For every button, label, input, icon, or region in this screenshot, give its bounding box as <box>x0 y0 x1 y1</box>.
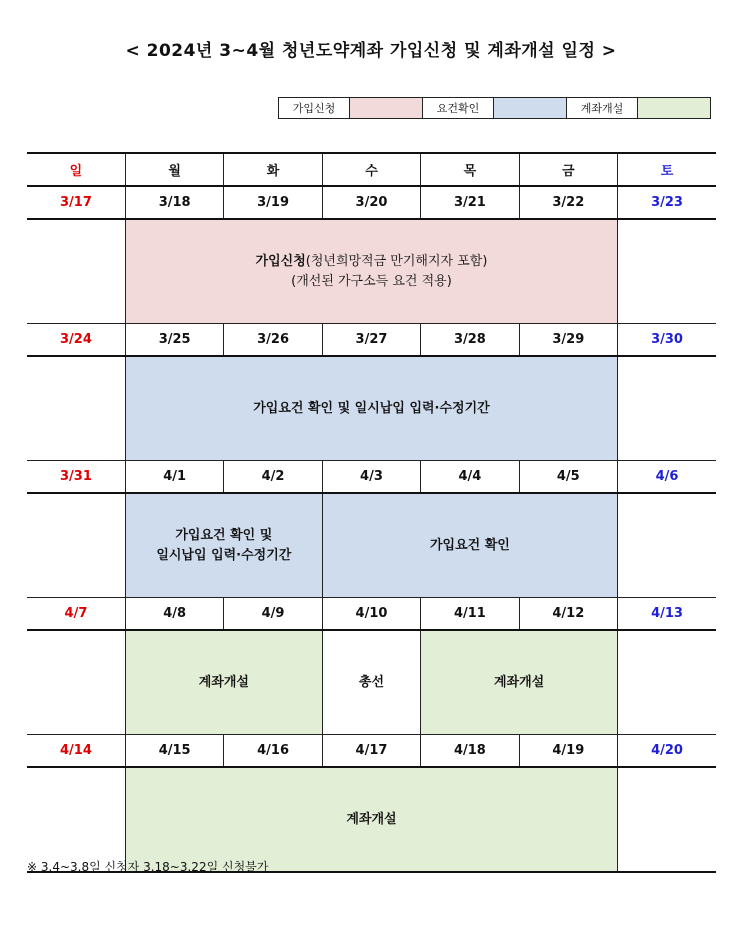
empty-cell <box>618 219 716 324</box>
date-cell: 3/23 <box>618 186 716 219</box>
date-cell: 3/18 <box>125 186 223 219</box>
event-line: 가입요건 확인 및 <box>175 527 273 543</box>
weekday-wed: 수 <box>322 153 420 186</box>
event-row <box>27 767 716 872</box>
event-apply-note: (개선된 가구소득 요건 적용) <box>291 273 452 289</box>
date-cell: 3/22 <box>519 186 617 219</box>
date-cell: 3/25 <box>125 324 223 357</box>
empty-cell <box>618 767 716 872</box>
date-cell: 3/30 <box>618 324 716 357</box>
date-cell: 3/19 <box>224 186 322 219</box>
event-open: 계좌개설 <box>125 630 322 735</box>
date-cell: 4/19 <box>519 735 617 768</box>
event-apply-detail: (청년희망적금 만기해지자 포함) <box>305 253 488 269</box>
date-row <box>27 324 716 357</box>
date-cell: 3/24 <box>27 324 125 357</box>
date-row <box>27 735 716 768</box>
event-row <box>27 630 716 735</box>
weekday-tue: 화 <box>224 153 322 186</box>
empty-cell <box>27 767 125 872</box>
date-cell: 3/26 <box>224 324 322 357</box>
date-cell: 4/11 <box>421 598 519 631</box>
date-cell: 3/21 <box>421 186 519 219</box>
date-cell: 4/5 <box>519 461 617 494</box>
event-open: 계좌개설 <box>421 630 618 735</box>
date-cell: 4/6 <box>618 461 716 494</box>
weekday-mon: 월 <box>125 153 223 186</box>
event-open: 계좌개설 <box>125 767 617 872</box>
weekday-sat: 토 <box>618 153 716 186</box>
weekday-thu: 목 <box>421 153 519 186</box>
date-cell: 4/3 <box>322 461 420 494</box>
date-cell: 4/4 <box>421 461 519 494</box>
date-cell: 4/15 <box>125 735 223 768</box>
legend <box>278 97 711 119</box>
date-cell: 4/1 <box>125 461 223 494</box>
date-cell: 3/27 <box>322 324 420 357</box>
date-cell: 4/7 <box>27 598 125 631</box>
event-check: 가입요건 확인 <box>322 493 617 598</box>
weekday-fri: 금 <box>519 153 617 186</box>
event-check-input: 가입요건 확인 및 일시납입 입력·수정기간 <box>125 356 617 461</box>
date-cell: 4/9 <box>224 598 322 631</box>
legend-label-apply: 가입신청 <box>279 98 350 119</box>
date-row <box>27 598 716 631</box>
date-cell: 3/31 <box>27 461 125 494</box>
event-election: 총선 <box>322 630 420 735</box>
date-cell: 4/17 <box>322 735 420 768</box>
legend-swatch-check <box>494 98 567 119</box>
date-cell: 3/17 <box>27 186 125 219</box>
weekday-sun: 일 <box>27 153 125 186</box>
date-cell: 4/10 <box>322 598 420 631</box>
event-apply <box>125 219 617 324</box>
empty-cell <box>618 356 716 461</box>
date-cell: 4/20 <box>618 735 716 768</box>
date-cell: 4/14 <box>27 735 125 768</box>
legend-label-open: 계좌개설 <box>567 98 638 119</box>
date-cell: 4/16 <box>224 735 322 768</box>
date-cell: 3/20 <box>322 186 420 219</box>
event-row <box>27 356 716 461</box>
date-cell: 4/8 <box>125 598 223 631</box>
event-apply-title: 가입신청 <box>255 253 306 269</box>
legend-label-check: 요건확인 <box>423 98 494 119</box>
date-cell: 4/2 <box>224 461 322 494</box>
date-cell: 4/12 <box>519 598 617 631</box>
date-cell: 4/13 <box>618 598 716 631</box>
legend-swatch-open <box>638 98 711 119</box>
weekday-header-row <box>27 153 716 186</box>
calendar-table <box>27 152 716 873</box>
event-check-input <box>125 493 322 598</box>
date-cell: 4/18 <box>421 735 519 768</box>
empty-cell <box>27 630 125 735</box>
empty-cell <box>27 493 125 598</box>
date-cell: 3/29 <box>519 324 617 357</box>
event-line: 일시납입 입력·수정기간 <box>156 547 292 563</box>
event-row <box>27 493 716 598</box>
empty-cell <box>618 493 716 598</box>
legend-swatch-apply <box>350 98 423 119</box>
date-cell: 3/28 <box>421 324 519 357</box>
empty-cell <box>27 219 125 324</box>
empty-cell <box>27 356 125 461</box>
date-row <box>27 186 716 219</box>
date-row <box>27 461 716 494</box>
event-row <box>27 219 716 324</box>
page-title: < 2024년 3~4월 청년도약계좌 가입신청 및 계좌개설 일정 > <box>125 41 617 61</box>
empty-cell <box>618 630 716 735</box>
footnote: ※ 3.4~3.8일 신청자 3.18~3.22일 신청불가 <box>27 860 269 874</box>
